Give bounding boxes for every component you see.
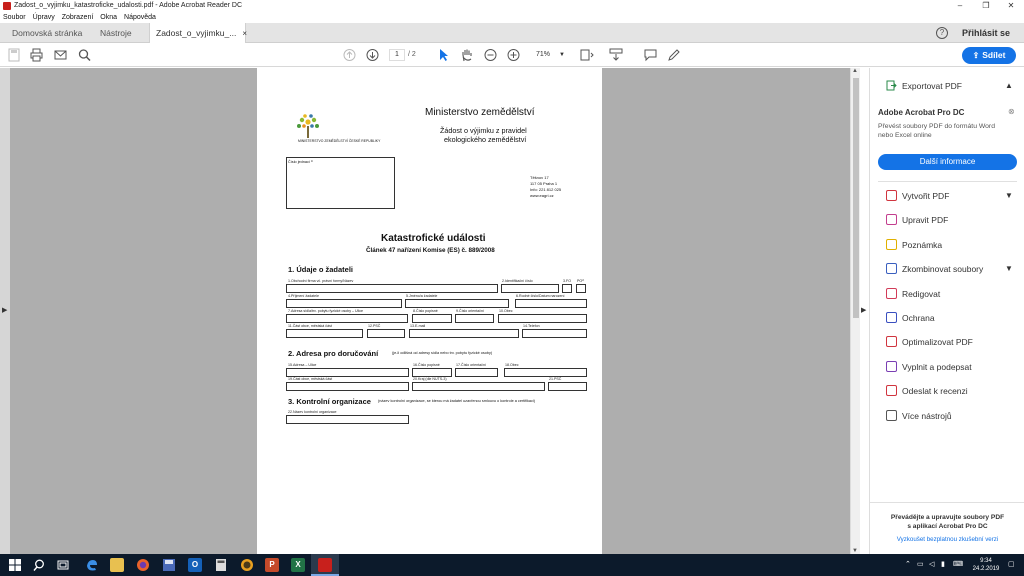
- address-line: www.eagri.cz: [530, 193, 554, 198]
- municipality-field[interactable]: [498, 314, 587, 323]
- delivery-postal-code-field[interactable]: [548, 382, 587, 391]
- minimize-button[interactable]: –: [957, 1, 963, 10]
- promo-footer-line2: s aplikací Acrobat Pro DC: [907, 523, 988, 530]
- maximize-button[interactable]: ❐: [982, 1, 990, 10]
- share-button-label: Sdílet: [982, 50, 1006, 60]
- share-icon: ⇪: [972, 51, 980, 60]
- powerpoint-icon[interactable]: P: [265, 558, 279, 572]
- tool-label: Ochrana: [902, 313, 935, 323]
- field-label: 6.Rodné číslo/Datum narození: [516, 294, 565, 298]
- divider: [870, 502, 1024, 503]
- house-number-field[interactable]: [412, 314, 452, 323]
- promo-close-icon[interactable]: ⊗: [1008, 107, 1015, 116]
- tool-create-pdf[interactable]: [870, 186, 1024, 206]
- file-explorer-icon[interactable]: [110, 558, 124, 572]
- form-heading: Katastrofické události: [381, 233, 486, 244]
- form-subheading: Článek 47 nařízení Komise (ES) č. 889/2008: [366, 247, 495, 254]
- tool-label: Upravit PDF: [902, 215, 949, 226]
- print-icon[interactable]: [30, 48, 43, 62]
- clock-date[interactable]: 24.2.2019: [972, 566, 1000, 572]
- email-icon[interactable]: [54, 48, 67, 62]
- surname-field[interactable]: [286, 299, 402, 308]
- combine-files-icon: [886, 263, 897, 274]
- postal-code-field[interactable]: [367, 329, 405, 338]
- chevron-down-icon[interactable]: ▼: [1005, 264, 1013, 274]
- request-title-line2: ekologického zemědělství: [444, 135, 527, 144]
- id-number-field[interactable]: [501, 284, 559, 293]
- menu-window[interactable]: Okna: [100, 14, 118, 21]
- firefox-icon[interactable]: [136, 558, 150, 572]
- tool-label: Vyplnit a podepsat: [902, 361, 972, 372]
- edge-browser-icon[interactable]: [85, 558, 99, 572]
- save-icon[interactable]: [8, 48, 20, 62]
- scroll-mode-icon[interactable]: [609, 48, 623, 62]
- acrobat-taskbar-button[interactable]: [311, 554, 339, 576]
- excel-icon[interactable]: X: [291, 558, 305, 572]
- sign-in-link[interactable]: Přihlásit se: [962, 28, 1011, 38]
- natural-person-checkbox[interactable]: [562, 284, 572, 293]
- more-tools-icon: [886, 410, 897, 421]
- left-nav-pane-toggle[interactable]: [0, 68, 10, 554]
- field-label: 18.Obec: [505, 363, 519, 367]
- tool-optimize-pdf[interactable]: [870, 332, 1024, 352]
- promo-text-line2: nebo Excel online: [878, 132, 932, 139]
- field-label: 10.Obec: [499, 309, 513, 313]
- comment-icon: [886, 239, 897, 250]
- request-title-line1: Žádost o výjimku z pravidel: [440, 126, 527, 135]
- scrollbar-thumb[interactable]: [853, 78, 859, 318]
- battery-icon[interactable]: ▮: [941, 561, 945, 568]
- zoom-level-value: 71%: [536, 51, 551, 58]
- learn-more-button[interactable]: Další informace: [878, 154, 1017, 170]
- tab-bar: [0, 23, 1024, 43]
- search-icon[interactable]: [78, 48, 91, 62]
- expand-left-icon: ▶: [2, 307, 8, 314]
- zoom-out-icon[interactable]: [484, 48, 497, 62]
- chevron-down-icon[interactable]: ▼: [1005, 191, 1013, 200]
- field-label: 8.Číslo popisné: [413, 309, 438, 313]
- field-label: 3.FO: [563, 279, 571, 283]
- search-icon[interactable]: [32, 558, 46, 572]
- tab-tools[interactable]: Nástroje: [100, 28, 132, 38]
- volume-icon[interactable]: ◁: [929, 561, 935, 568]
- menu-bar: [0, 12, 1024, 23]
- field-label: 17.Číslo orientační: [456, 363, 486, 367]
- tool-combine-files[interactable]: [870, 259, 1024, 279]
- page-number-input[interactable]: 1: [389, 49, 405, 61]
- next-page-icon[interactable]: [366, 48, 379, 62]
- close-window-button[interactable]: ✕: [1007, 1, 1015, 10]
- close-tab-icon[interactable]: ×: [242, 29, 247, 38]
- save-app-icon[interactable]: [162, 558, 176, 572]
- windows-start-icon[interactable]: [8, 558, 22, 572]
- tool-redact[interactable]: [870, 284, 1024, 304]
- create-pdf-icon: [886, 190, 897, 201]
- help-icon[interactable]: ?: [936, 27, 948, 39]
- tool-send-review[interactable]: [870, 381, 1024, 401]
- divider: [878, 181, 1017, 182]
- ministry-logo-text: MINISTERSTVO ZEMĚDĚLSTVÍ ČESKÉ REPUBLIKY: [298, 139, 381, 143]
- optimize-pdf-icon: [886, 336, 897, 347]
- app-circle-icon[interactable]: [240, 558, 254, 572]
- outlook-icon[interactable]: O: [188, 558, 202, 572]
- tool-comment[interactable]: [870, 235, 1024, 255]
- pdf-page: [257, 68, 602, 554]
- window-title: Zadost_o_vyjimku_katastroficke_udalosti.pdf - Adobe Acrobat Reader DC: [14, 2, 243, 9]
- vertical-scrollbar[interactable]: [850, 68, 860, 554]
- delivery-orientation-number-field[interactable]: [455, 368, 498, 377]
- field-label: 14.Telefon: [523, 324, 540, 328]
- tab-document[interactable]: [149, 23, 246, 43]
- phone-field[interactable]: [522, 329, 587, 338]
- field-label: 11.Část obce, městská část: [288, 324, 332, 328]
- taskbar: [0, 554, 1024, 576]
- delivery-municipality-field[interactable]: [504, 368, 587, 377]
- zoom-in-icon[interactable]: [507, 48, 520, 62]
- tool-label: Odeslat k recenzi: [902, 386, 968, 397]
- company-name-field[interactable]: [286, 284, 498, 293]
- street-field[interactable]: [286, 314, 408, 323]
- fill-sign-icon: [886, 361, 897, 372]
- edit-pdf-icon: [886, 214, 897, 225]
- delivery-region-field[interactable]: [412, 382, 545, 391]
- export-pdf-icon: [886, 80, 897, 91]
- section-3-title: 3. Kontrolní organizace: [288, 397, 371, 406]
- fit-page-icon[interactable]: [580, 48, 596, 62]
- tool-fill-sign[interactable]: [870, 357, 1024, 377]
- draw-tool-icon[interactable]: [667, 48, 680, 62]
- collapse-right-pane-icon[interactable]: ▶: [861, 307, 867, 314]
- section-1-title: 1. Údaje o žadateli: [288, 265, 354, 274]
- tool-label: Zkombinovat soubory: [902, 264, 984, 275]
- redact-icon: [886, 288, 897, 299]
- ministry-address: [530, 175, 561, 199]
- export-pdf-tool[interactable]: [870, 76, 1024, 96]
- export-pdf-label: Exportovat PDF: [902, 81, 962, 91]
- email-field[interactable]: [409, 329, 519, 338]
- zoom-level-select[interactable]: [530, 49, 568, 61]
- tools-pane: [869, 68, 1024, 554]
- orientation-number-field[interactable]: [455, 314, 494, 323]
- tool-edit-pdf[interactable]: [870, 210, 1024, 230]
- tool-label: Optimalizovat PDF: [902, 337, 973, 348]
- keyboard-icon[interactable]: ⌨: [953, 561, 964, 568]
- ministry-logo: [293, 112, 323, 142]
- delivery-street-field[interactable]: [286, 368, 409, 377]
- field-label: 2.Identifikační číslo: [502, 279, 533, 283]
- calculator-icon[interactable]: [214, 558, 228, 572]
- address-line: Info: 221 812 025: [530, 187, 562, 192]
- protect-icon: [886, 312, 897, 323]
- tool-protect[interactable]: [870, 308, 1024, 328]
- legal-person-checkbox[interactable]: [576, 284, 586, 293]
- notifications-icon[interactable]: ▢: [1008, 561, 1015, 568]
- promo-footer-line1: Převádějte a upravujte soubory PDF: [890, 514, 1005, 521]
- reference-number-box: [286, 157, 395, 209]
- field-label: PO²⁾: [577, 279, 585, 283]
- field-label: 4.Příjmení žadatele: [288, 294, 319, 298]
- field-label: 15.Adresa – Ulice: [288, 363, 317, 367]
- menu-file[interactable]: Soubor: [3, 14, 26, 21]
- hand-tool-icon[interactable]: [460, 48, 474, 62]
- tool-label: Více nástrojů: [902, 410, 952, 421]
- send-review-icon: [886, 385, 897, 396]
- tab-document-label: Zadost_o_vyjimku_...: [156, 28, 237, 38]
- field-label: 21.PSČ: [549, 377, 562, 381]
- promo-text-line1: Převést soubory PDF do formátu Word: [878, 123, 995, 130]
- tab-home[interactable]: Domovská stránka: [12, 28, 83, 38]
- menu-edit[interactable]: Úpravy: [32, 14, 55, 21]
- field-label: 16.Číslo popisné: [413, 363, 440, 367]
- field-label: 20.Kraj (dle NUTS-3): [413, 377, 447, 381]
- toolbar: [0, 43, 1024, 67]
- comment-tool-icon[interactable]: [644, 48, 657, 62]
- field-label: 12.PSČ: [368, 324, 381, 328]
- scroll-up-icon[interactable]: ▲: [852, 68, 858, 74]
- chevron-down-icon: ▼: [559, 52, 565, 58]
- acrobat-app-icon: [3, 2, 11, 10]
- tray-chevron-up-icon[interactable]: ⌃: [905, 561, 911, 568]
- field-label: 22.Název kontrolní organizace: [288, 410, 337, 414]
- reference-number-label: Číslo jednací ¹⁾: [288, 160, 314, 164]
- ministry-title: Ministerstvo zemědělství: [425, 107, 535, 118]
- address-line: Těšnov 17: [530, 175, 549, 180]
- address-line: 117 05 Praha 1: [530, 181, 558, 186]
- menu-help[interactable]: Nápověda: [124, 14, 156, 21]
- field-label: 5.Jméno/a žadatele: [406, 294, 438, 298]
- delivery-house-number-field[interactable]: [412, 368, 452, 377]
- task-view-icon[interactable]: [56, 558, 70, 572]
- birth-number-field[interactable]: [515, 299, 587, 308]
- field-label: 7.Adresa sídla/trv. pobytu fyzické osoby – Ulice: [288, 309, 364, 313]
- chevron-up-icon[interactable]: ▲: [1005, 81, 1013, 90]
- tool-label: Vytvořit PDF: [902, 191, 950, 201]
- section-2-title: 2. Adresa pro doručování: [288, 349, 379, 358]
- delivery-district-field[interactable]: [286, 382, 409, 391]
- field-label: 9.Číslo orientační: [456, 309, 484, 313]
- promo-title: Adobe Acrobat Pro DC: [878, 108, 965, 117]
- menu-view[interactable]: Zobrazení: [61, 14, 94, 21]
- tool-label: Poznámka: [902, 239, 943, 250]
- field-label: 1.Obchodní firma vč. právní formy/Název: [288, 279, 354, 283]
- previous-page-icon[interactable]: [343, 48, 356, 62]
- page-total: / 2: [408, 51, 416, 58]
- select-tool-icon[interactable]: [438, 48, 450, 62]
- field-label: 13.E-mail: [410, 324, 426, 328]
- acrobat-icon: [318, 558, 332, 572]
- district-field[interactable]: [286, 329, 363, 338]
- tool-more-tools[interactable]: [870, 406, 1024, 426]
- clock-time[interactable]: 9:34: [980, 558, 992, 564]
- network-icon[interactable]: ▭: [917, 561, 924, 568]
- field-label: 19.Část obce, městská část: [288, 377, 333, 381]
- tool-label: Redigovat: [902, 288, 941, 299]
- section-3-note: (název kontrolní organizace, se kterou má žadatel uzavřenou smlouvu o kontrole a certifikaci): [378, 399, 536, 403]
- inspection-body-field[interactable]: [286, 415, 409, 424]
- share-button[interactable]: [962, 47, 1016, 64]
- scroll-down-icon[interactable]: ▼: [852, 548, 858, 554]
- title-bar: [0, 0, 1024, 11]
- first-name-field[interactable]: [405, 299, 509, 308]
- section-2-note: (je-li odlišná od adresy sídla nebo trv. pobytu fyzické osoby): [392, 351, 493, 355]
- free-trial-link[interactable]: Vyzkoušet bezplatnou zkušební verzi: [896, 536, 999, 543]
